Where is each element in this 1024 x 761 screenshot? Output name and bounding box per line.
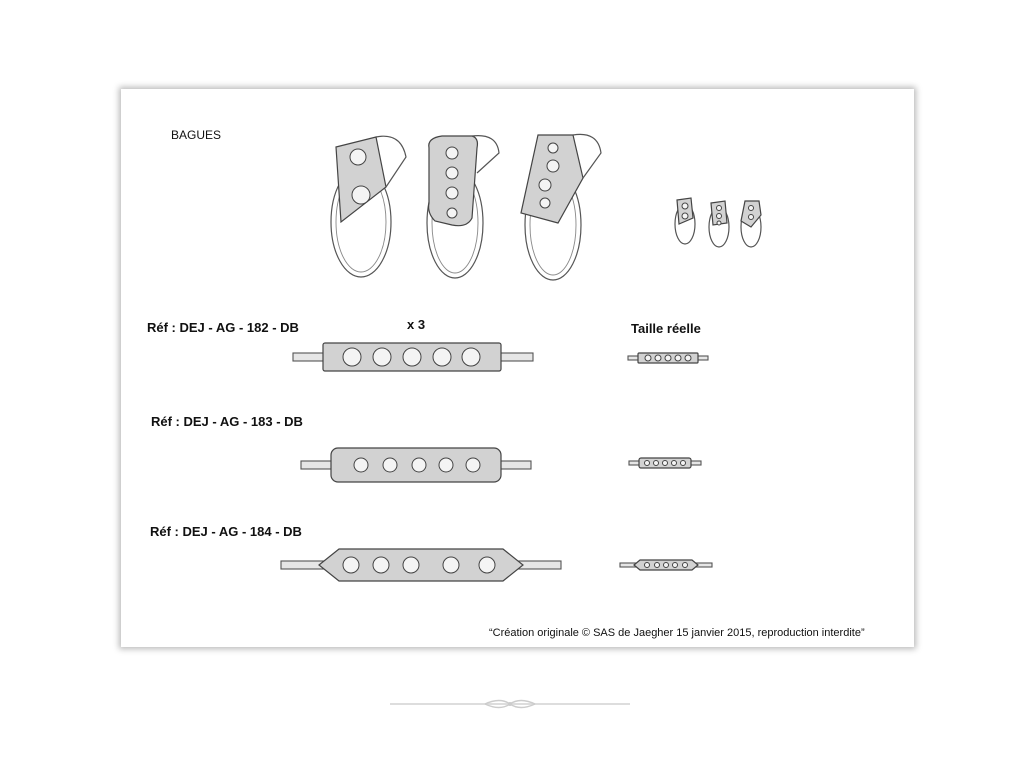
ring-sketch-large-3 (513, 133, 613, 293)
reference-label-184: Réf : DEJ - AG - 184 - DB (150, 524, 302, 539)
ring-sketch-small-2 (705, 197, 735, 249)
copyright-notice: “Création originale © SAS de Jaegher 15 janvier 2015, reproduction interdite” (489, 627, 865, 639)
ring-band-sketch-182 (293, 342, 533, 372)
section-title: BAGUES (171, 128, 222, 142)
ornament-divider-icon (390, 697, 630, 711)
ring-sketch-large-1 (316, 127, 416, 287)
ring-sketch-large-2 (417, 133, 517, 293)
multiplier-label: x 3 (407, 317, 426, 332)
ring-sketch-small-3 (737, 197, 767, 249)
drawing-sheet (121, 89, 914, 647)
ring-band-actual-183 (629, 457, 701, 469)
ring-band-actual-182 (628, 352, 708, 364)
ring-sketch-small-1 (671, 194, 701, 246)
reference-label-183: Réf : DEJ - AG - 183 - DB (151, 414, 303, 429)
ring-band-sketch-184 (281, 547, 561, 583)
actual-size-label: Taille réelle (631, 321, 701, 336)
ring-band-actual-184 (620, 559, 712, 571)
reference-label-182: Réf : DEJ - AG - 182 - DB (147, 320, 299, 335)
ring-band-sketch-183 (301, 447, 531, 483)
